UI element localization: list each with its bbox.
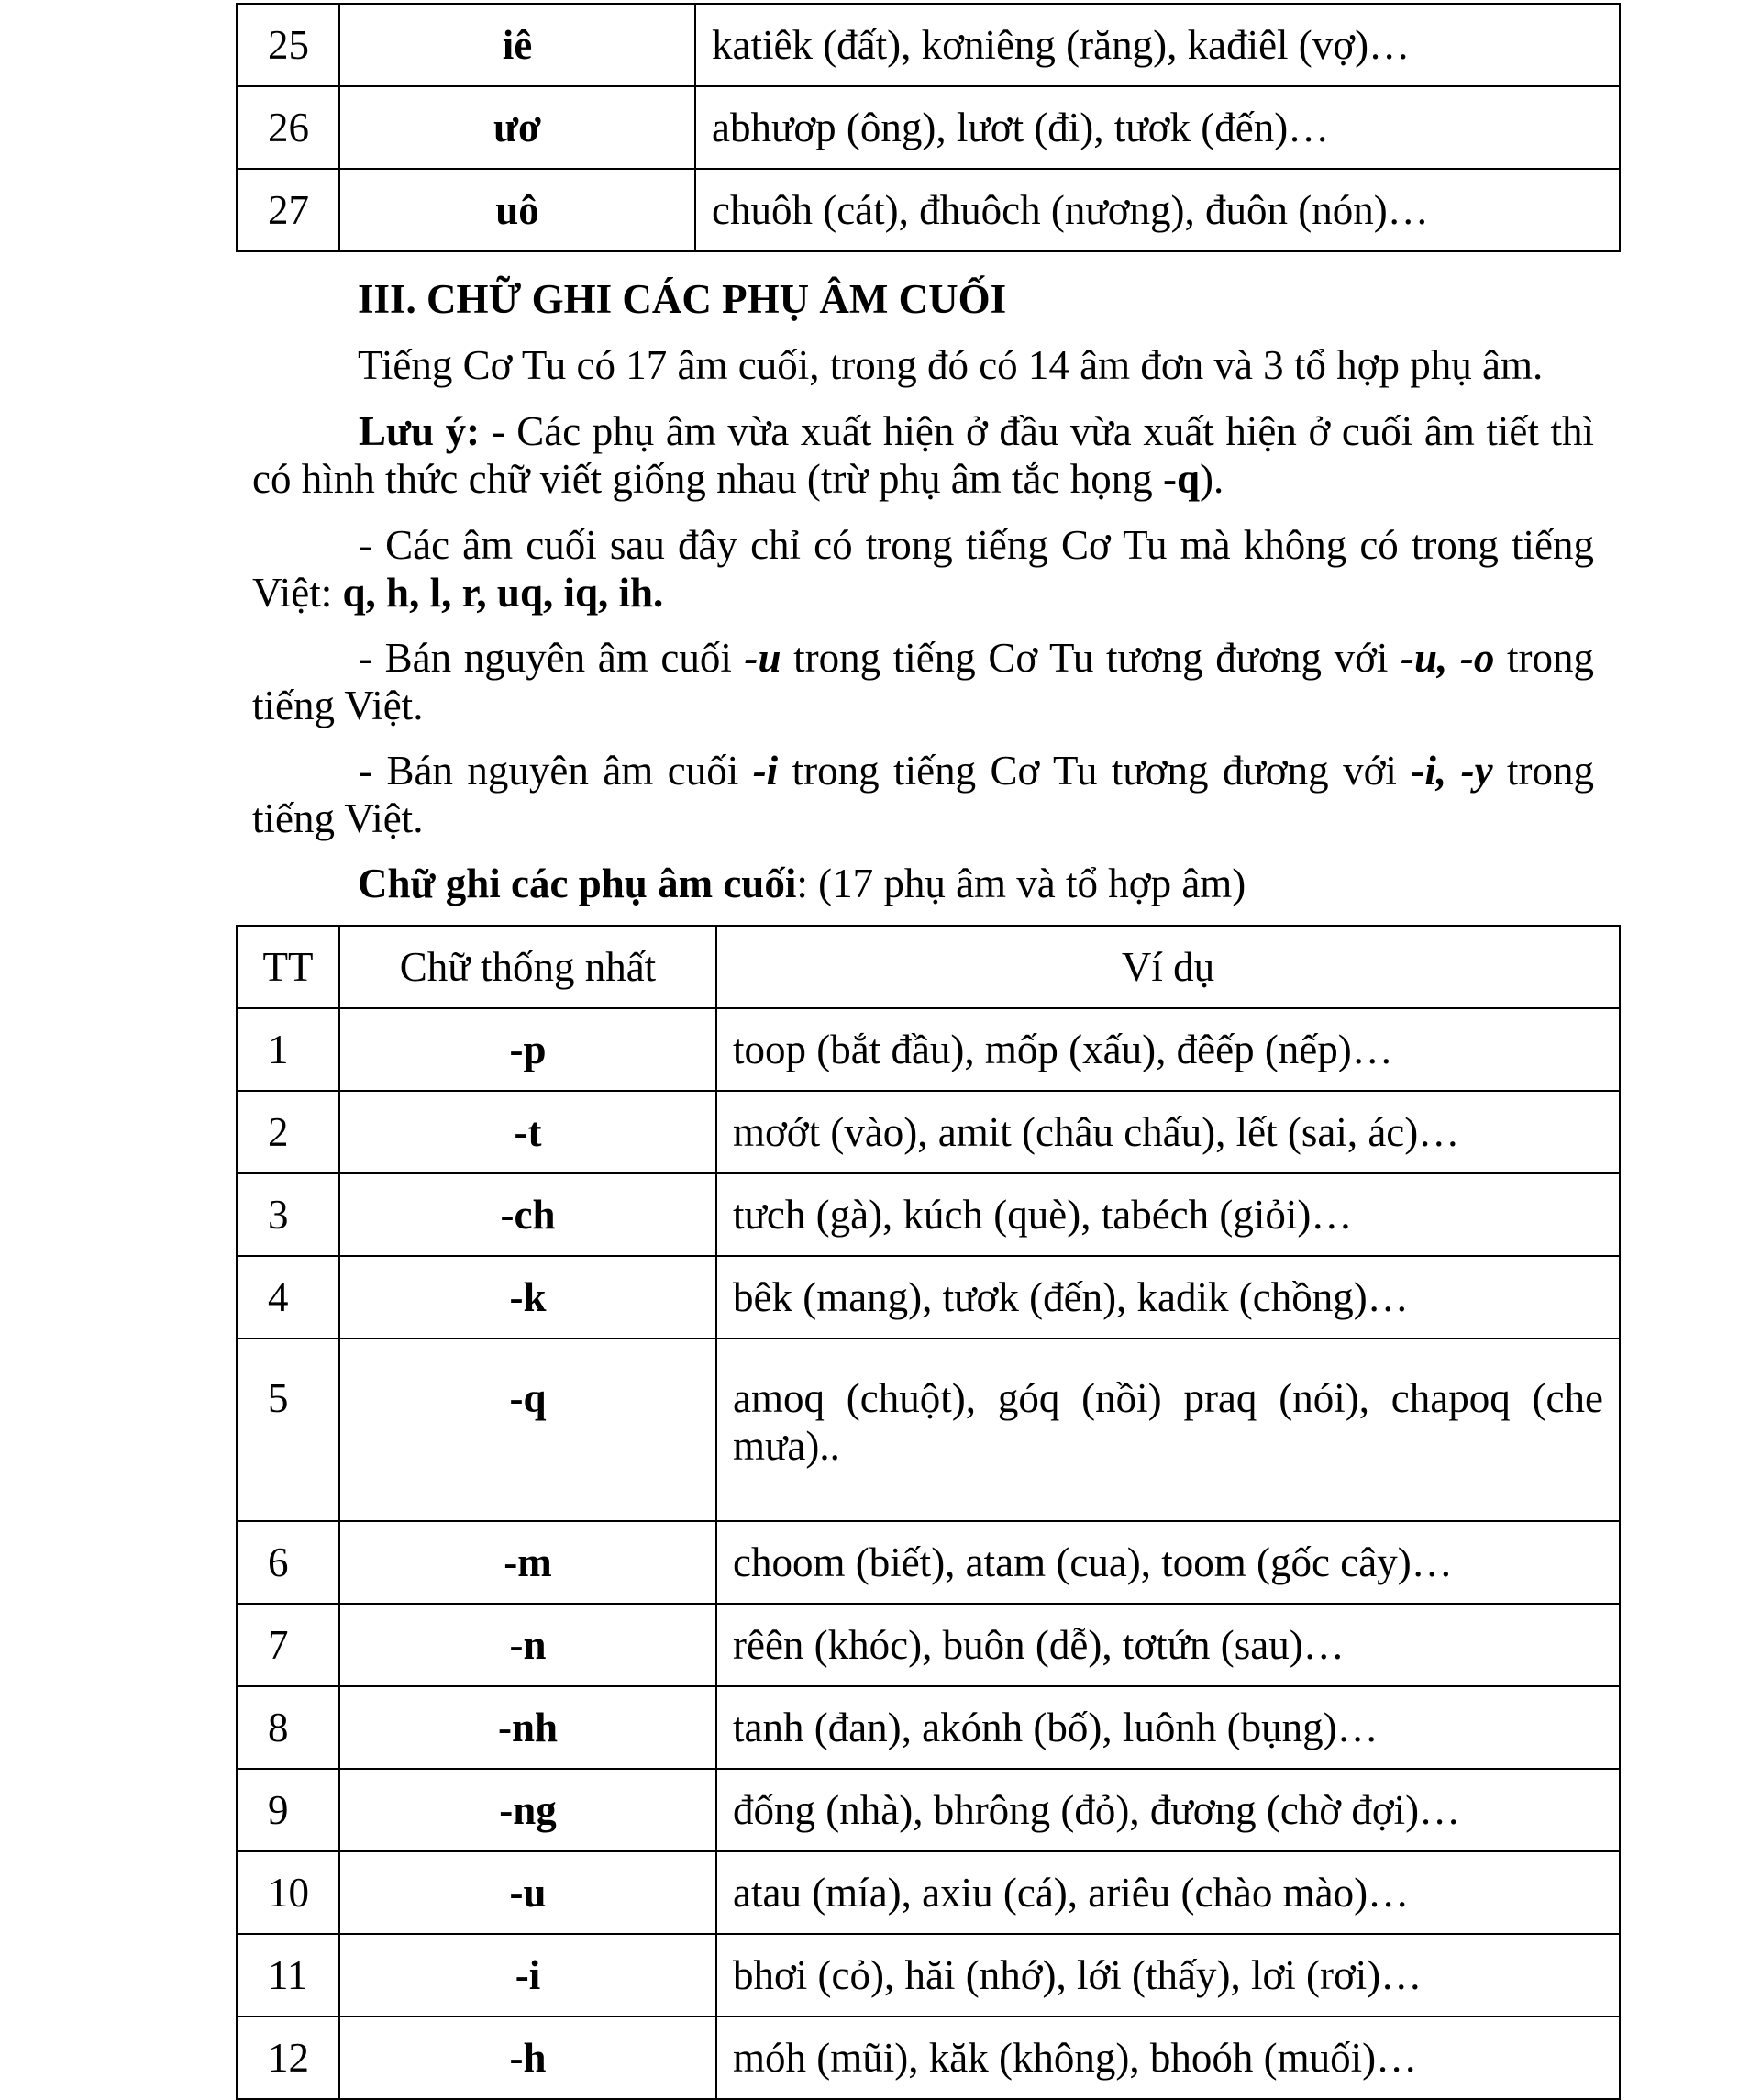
note-text: ). <box>1199 456 1224 502</box>
letter-cell: -p <box>339 1008 716 1091</box>
letter-cell: -q <box>339 1339 716 1521</box>
example-cell: tanh (đan), akónh (bố), luônh (bụng)… <box>716 1686 1620 1769</box>
note-paragraph-2 <box>252 521 1594 617</box>
row-number: 27 <box>237 169 339 251</box>
table-row <box>237 1934 1620 2017</box>
note-emphasis: -i, -y <box>1411 748 1493 794</box>
row-number: 3 <box>237 1173 339 1256</box>
example-cell: atau (mía), axiu (cá), ariêu (chào mào)… <box>716 1851 1620 1934</box>
note-emphasis: -u, -o <box>1401 635 1495 681</box>
letter-cell: -ch <box>339 1173 716 1256</box>
vowel-table-continuation <box>236 3 1621 252</box>
table-row <box>237 1091 1620 1173</box>
intro-paragraph: Tiếng Cơ Tu có 17 âm cuối, trong đó có 14 âm đơn và 3 tổ hợp phụ âm. <box>358 342 1544 388</box>
table-row <box>237 169 1620 251</box>
note-paragraph-4 <box>252 747 1594 842</box>
row-number: 10 <box>237 1851 339 1934</box>
example-cell: choom (biết), atam (cua), toom (gốc cây)… <box>716 1521 1620 1604</box>
example-cell: tưch (gà), kúch (què), tabéch (giỏi)… <box>716 1173 1620 1256</box>
example-cell: abhươp (ông), lươt (đi), tươk (đến)… <box>695 86 1620 169</box>
row-number: 9 <box>237 1769 339 1851</box>
example-cell: móh (mũi), kăk (không), bhoóh (muối)… <box>716 2017 1620 2099</box>
letter-cell: ươ <box>339 86 695 169</box>
note-emphasis: -u <box>744 635 781 681</box>
letter-cell: -n <box>339 1604 716 1686</box>
example-cell: toop (bắt đầu), mốp (xấu), đêếp (nếp)… <box>716 1008 1620 1091</box>
note-emphasis: q, h, l, r, uq, iq, ih. <box>342 570 664 616</box>
table-row <box>237 1339 1620 1521</box>
table-row <box>237 1173 1620 1256</box>
example-cell: bhơi (cỏ), hăi (nhớ), lới (thấy), lơi (rơi)… <box>716 1934 1620 2017</box>
letter-cell: uô <box>339 169 695 251</box>
example-cell: katiêk (đất), kơniêng (răng), kađiêl (vợ)… <box>695 4 1620 86</box>
example-cell: bêk (mang), tươk (đến), kadik (chồng)… <box>716 1256 1620 1339</box>
table-row <box>237 1769 1620 1851</box>
header-tt: TT <box>237 926 339 1008</box>
table-caption <box>358 860 1642 907</box>
note-text: - Bán nguyên âm cuối <box>359 635 745 681</box>
row-number: 6 <box>237 1521 339 1604</box>
note-text: trong tiếng Cơ Tu tương đương với <box>778 748 1412 794</box>
letter-cell: -h <box>339 2017 716 2099</box>
letter-cell: -k <box>339 1256 716 1339</box>
caption-bold: Chữ ghi các phụ âm cuối <box>358 861 797 906</box>
row-number: 12 <box>237 2017 339 2099</box>
row-number: 4 <box>237 1256 339 1339</box>
note-text: - Các âm cuối sau đây chỉ có trong tiếng Cơ Tu mà không có trong tiếng Việt: <box>252 522 1594 616</box>
letter-cell: -ng <box>339 1769 716 1851</box>
table-row <box>237 1686 1620 1769</box>
note-text: - Các phụ âm vừa xuất hiện ở đầu vừa xuất hiện ở cuối âm tiết thì có hình thức chữ viết giống nhau (trừ phụ âm tắc họng <box>252 408 1594 502</box>
note-text: trong tiếng Cơ Tu tương đương với <box>781 635 1401 681</box>
table-row <box>237 1008 1620 1091</box>
final-consonant-table <box>236 925 1621 2100</box>
row-number: 5 <box>237 1339 339 1521</box>
row-number: 7 <box>237 1604 339 1686</box>
letter-cell: -t <box>339 1091 716 1173</box>
note-text: trong tiếng Việt. <box>252 748 1594 841</box>
example-cell: mơớt (vào), amit (châu chấu), lết (sai, ác)… <box>716 1091 1620 1173</box>
row-number: 26 <box>237 86 339 169</box>
letter-cell: -i <box>339 1934 716 2017</box>
table-header-row <box>237 926 1620 1008</box>
table-row <box>237 1256 1620 1339</box>
row-number: 8 <box>237 1686 339 1769</box>
table-row <box>237 2017 1620 2099</box>
example-cell: amoq (chuột), góq (nồi) praq (nói), chapoq (che mưa).. <box>716 1339 1620 1521</box>
table-row <box>237 1851 1620 1934</box>
table-row <box>237 86 1620 169</box>
letter-cell: iê <box>339 4 695 86</box>
note-text: - Bán nguyên âm cuối <box>359 748 753 794</box>
letter-cell: -m <box>339 1521 716 1604</box>
example-cell: rêên (khóc), buôn (dễ), tơtứn (sau)… <box>716 1604 1620 1686</box>
row-number: 25 <box>237 4 339 86</box>
table-row <box>237 4 1620 86</box>
note-paragraph-3 <box>252 634 1594 729</box>
example-cell: đống (nhà), bhrông (đỏ), đương (chờ đợi)… <box>716 1769 1620 1851</box>
note-label: Lưu ý: <box>359 408 481 454</box>
table-row <box>237 1604 1620 1686</box>
note-emphasis: -i <box>752 748 779 794</box>
caption-rest: : (17 phụ âm và tổ hợp âm) <box>796 861 1246 906</box>
letter-cell: -u <box>339 1851 716 1934</box>
section-heading: III. CHỮ GHI CÁC PHỤ ÂM CUỐI <box>358 276 1007 322</box>
note-paragraph-1 <box>252 407 1594 503</box>
header-example: Ví dụ <box>716 926 1620 1008</box>
note-text: trong tiếng Việt. <box>252 635 1594 728</box>
example-cell: chuôh (cát), đhuôch (nương), đuôn (nón)… <box>695 169 1620 251</box>
row-number: 1 <box>237 1008 339 1091</box>
letter-cell: -nh <box>339 1686 716 1769</box>
row-number: 2 <box>237 1091 339 1173</box>
row-number: 11 <box>237 1934 339 2017</box>
header-letter: Chữ thống nhất <box>339 926 716 1008</box>
note-emphasis: -q <box>1162 456 1200 502</box>
table-row <box>237 1521 1620 1604</box>
